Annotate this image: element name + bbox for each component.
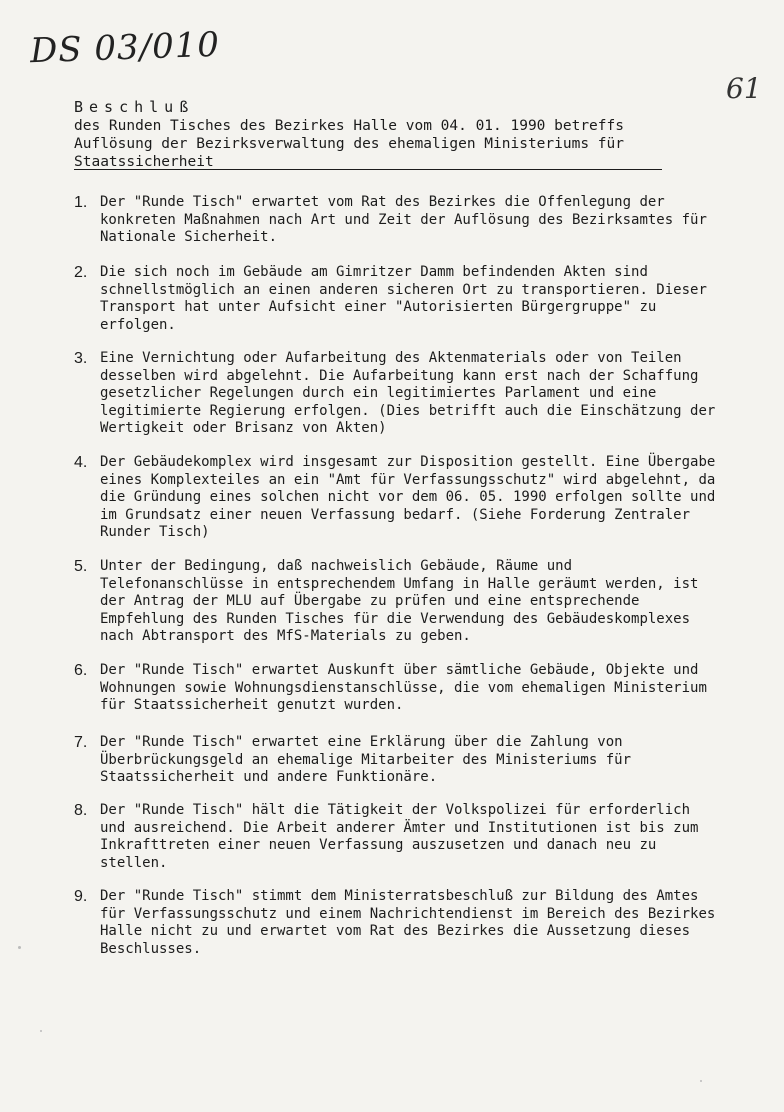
document-heading: des Runden Tisches des Bezirkes Halle vom 04. 01. 1990 betreffs Auflösung der Bezirksverwaltung des ehemaligen Ministeriums für Staatssicherheit — [74, 118, 624, 170]
point-text: Der "Runde Tisch" erwartet vom Rat des Bezirkes die Offenlegung der konkreten Maßnahmen nach Art und Zeit der Auflösung des Bezirksamtes für Nationale Sicherheit. — [100, 194, 707, 245]
point-text: Unter der Bedingung, daß nachweislich Gebäude, Räume und Telefonanschlüsse in entsprechendem Umfang in Halle geräumt werden, ist der Antrag der MLU auf Übergabe zu prüfen und eine entsprechende Empfehlung des Runden Tisches für die Verwendung des Gebäudeskomplexes nach Abtransport des MfS-Materials zu geben. — [100, 558, 699, 644]
point-text: Der "Runde Tisch" hält die Tätigkeit der Volkspolizei für erforderlich und ausreichend. Die Arbeit anderer Ämter und Institutionen ist bis zum Inkrafttreten einer neuen Verfassung auszusetzen und danach neu zu stellen. — [100, 802, 699, 871]
scan-speck — [700, 1080, 702, 1082]
point-number: 1. — [74, 194, 88, 211]
heading-block — [74, 98, 674, 171]
document-title: Beschluß — [74, 98, 195, 116]
point-number: 4. — [74, 454, 88, 471]
scan-speck — [18, 946, 21, 949]
point-text: Die sich noch im Gebäude am Gimritzer Damm befindenden Akten sind schnellstmöglich an einen anderen sicheren Ort zu transportieren. Dieser Transport hat unter Aufsicht einer "Autorisierten Bürgergruppe" zu erfolgen. — [100, 264, 707, 333]
point-number: 7. — [74, 734, 88, 751]
point-text: Der Gebäudekomplex wird insgesamt zur Disposition gestellt. Eine Übergabe eines Komplexteiles an ein "Amt für Verfassungsschutz" wird abgelehnt, da die Gründung eines solchen nicht vor dem 06. 05. 1990 erfolgen sollte und im Grundsatz einer neuen Verfassung bedarf. (Siehe Forderung Zentraler Runder Tisch) — [100, 454, 716, 540]
point-text: Der "Runde Tisch" erwartet eine Erklärung über die Zahlung von Überbrückungsgeld an ehemalige Mitarbeiter des Ministeriums für Staatssicherheit und andere Funktionäre. — [100, 734, 632, 785]
point-number: 6. — [74, 662, 88, 679]
point-number: 5. — [74, 558, 88, 575]
handwritten-page-number: 61 — [726, 72, 762, 105]
handwritten-archive-reference: DS 03/010 — [29, 24, 221, 72]
point-text: Der "Runde Tisch" stimmt dem Ministerratsbeschluß zur Bildung des Amtes für Verfassungsschutz und einem Nachrichtendienst im Bereich des Bezirkes Halle nicht zu und erwartet vom Rat des Bezirkes die Aussetzung dieses Beschlusses. — [100, 888, 716, 957]
point-number: 9. — [74, 888, 88, 905]
point-number: 3. — [74, 350, 88, 367]
point-text: Der "Runde Tisch" erwartet Auskunft über sämtliche Gebäude, Objekte und Wohnungen sowie Wohnungsdienstanschlüsse, die vom ehemaligen Ministerium für Staatssicherheit genutzt wurden. — [100, 662, 707, 713]
point-number: 2. — [74, 264, 88, 281]
point-text: Eine Vernichtung oder Aufarbeitung des Aktenmaterials oder von Teilen desselben wird abgelehnt. Die Aufarbeitung kann erst nach der Schaffung gesetzlicher Regelungen durch ein legitimiertes Parlament und eine legitimierte Regierung erfolgen. (Dies betrifft auch die Einschätzung der Wertigkeit oder Brisanz von Akten) — [100, 350, 716, 436]
scan-speck — [40, 1030, 42, 1032]
heading-underline — [74, 169, 662, 170]
point-number: 8. — [74, 802, 88, 819]
